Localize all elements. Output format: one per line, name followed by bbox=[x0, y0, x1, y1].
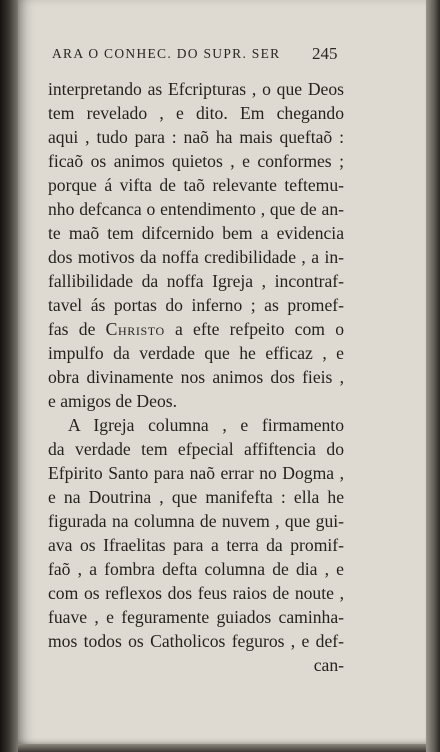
small-caps-name: Christo bbox=[105, 319, 165, 339]
text-line: faõ , a fombra defta columna de dia , e bbox=[48, 559, 344, 579]
text-line: e amigos de Deos. bbox=[48, 391, 177, 411]
text-line: tavel ás portas do inferno ; as promef- bbox=[48, 295, 344, 315]
text-line: figurada na columna de nuvem , que gui- bbox=[48, 511, 344, 531]
text-line: fallibilidade da noffa Igreja , incontraf- bbox=[48, 271, 344, 291]
page-number: 245 bbox=[312, 44, 338, 63]
text-line: com os reflexos dos feus raios de noute , bbox=[48, 583, 344, 603]
text-line: ficaõ os animos quietos , e conformes ; bbox=[48, 151, 344, 171]
text-line: interpretando as Efcripturas , o que Deos bbox=[48, 79, 344, 99]
paragraph-start-line: A Igreja columna , e firmamento bbox=[68, 415, 344, 435]
text-line: tem revelado , e dito. Em chegando bbox=[48, 103, 344, 123]
text-line: ava os Ifraelitas para a terra da promif- bbox=[48, 535, 344, 555]
running-head: ARA O CONHEC. DO SUPR. SER bbox=[52, 46, 281, 61]
text-line: da verdade tem efpecial affiftencia do bbox=[48, 439, 344, 459]
text-line: porque á vifta de taõ relevante teftemu- bbox=[48, 175, 344, 195]
text-line: e na Doutrina , que manifefta : ella he bbox=[48, 487, 344, 507]
text-line: Efpirito Santo para naõ errar no Dogma , bbox=[48, 463, 344, 483]
text-line: dos motivos da noffa credibilidade , a in- bbox=[48, 247, 344, 267]
text-line: fas de Christo a efte refpeito com o bbox=[48, 319, 344, 339]
text-line: obra divinamente nos animos dos fieis , bbox=[48, 367, 344, 387]
text-line: fuave , e feguramente guiados caminha- bbox=[48, 607, 344, 627]
text-line: mos todos os Catholicos feguros , e def- bbox=[48, 631, 344, 651]
text-line: impulfo da verdade que he efficaz , e bbox=[48, 343, 344, 363]
text-line: nho defcanca o entendimento , que de an- bbox=[48, 199, 344, 219]
text-line: aqui , tudo para : naõ ha mais queftaõ : bbox=[48, 127, 344, 147]
catchword: can- bbox=[313, 655, 344, 675]
text-line: te maõ tem difcernido bem a evidencia bbox=[48, 223, 344, 243]
